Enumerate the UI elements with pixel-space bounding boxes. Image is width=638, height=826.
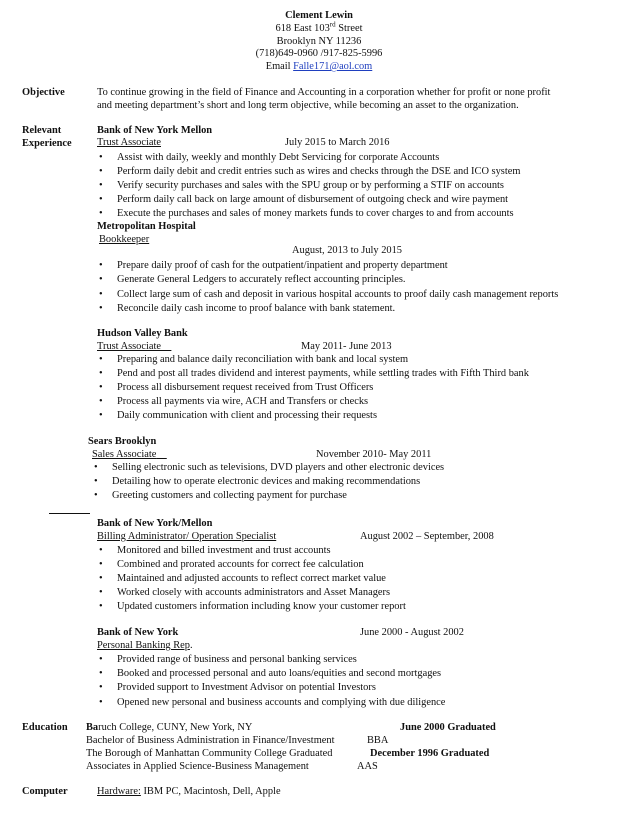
- address-street: 618 East 103rd Street: [275, 20, 363, 34]
- job-dates: August, 2013 to July 2015: [292, 245, 402, 256]
- job-dates: June 2000 - August 2002: [360, 627, 464, 638]
- job-title: Billing Administrator/ Operation Specialist: [97, 531, 277, 542]
- education-degree-1: Bachelor of Business Administration in Finance/Investment: [86, 735, 335, 746]
- education-school-2-status: December 1996 Graduated: [370, 748, 490, 759]
- divider-line: [49, 513, 90, 514]
- job-company: Sears Brooklyn: [88, 436, 157, 447]
- phone-numbers: (718)649-0960 /917-825-5996: [255, 48, 383, 59]
- computer-heading: Computer: [22, 786, 68, 797]
- job-company: Hudson Valley Bank: [97, 328, 188, 339]
- education-degree-2-abbr: AAS: [357, 761, 378, 772]
- job-title: Sales Associate: [92, 449, 157, 460]
- objective-line-2: and meeting department’s short and long term objective, while becoming an asset to the organization.: [97, 100, 519, 111]
- job-dates: November 2010- May 2011: [316, 449, 432, 460]
- job-dates: August 2002 – September, 2008: [360, 531, 494, 542]
- job-title: Bookkeeper: [99, 234, 150, 245]
- job-company: Metropolitan Hospital: [97, 221, 196, 232]
- education-school-1-status: June 2000 Graduated: [400, 722, 496, 733]
- job-dates: May 2011- June 2013: [301, 341, 392, 352]
- email-link[interactable]: Falle171@aol.com: [293, 61, 373, 72]
- education-school-1: Baruch College, CUNY, New York, NY: [86, 722, 253, 733]
- computer-hardware: Hardware: IBM PC, Macintosh, Dell, Apple: [97, 786, 281, 797]
- job-title: Personal Banking Rep.: [97, 640, 193, 651]
- objective-line-1: To continue growing in the field of Finance and Accounting in a corporation whether for profit or none profit: [97, 87, 551, 98]
- email-line: Email Falle171@aol.com: [265, 61, 373, 72]
- job-company: Bank of New York: [97, 627, 179, 638]
- experience-heading-1: Relevant: [22, 125, 62, 136]
- job-company: Bank of New York Mellon: [97, 125, 213, 136]
- education-school-2: The Borough of Manhattan Community College Graduated: [86, 748, 333, 759]
- job-title: Trust Associate: [97, 137, 161, 148]
- education-heading: Education: [22, 722, 68, 733]
- job-title: Trust Associate: [97, 341, 161, 352]
- resume-name: Clement Lewin: [285, 10, 353, 21]
- education-degree-1-abbr: BBA: [367, 735, 389, 746]
- job-dates: July 2015 to March 2016: [285, 137, 390, 148]
- experience-heading-2: Experience: [22, 138, 72, 149]
- job-company: Bank of New York/Mellon: [97, 518, 213, 529]
- address-city: Brooklyn NY 11236: [276, 36, 362, 47]
- objective-heading: Objective: [22, 87, 65, 98]
- education-degree-2: Associates in Applied Science-Business Management: [86, 761, 309, 772]
